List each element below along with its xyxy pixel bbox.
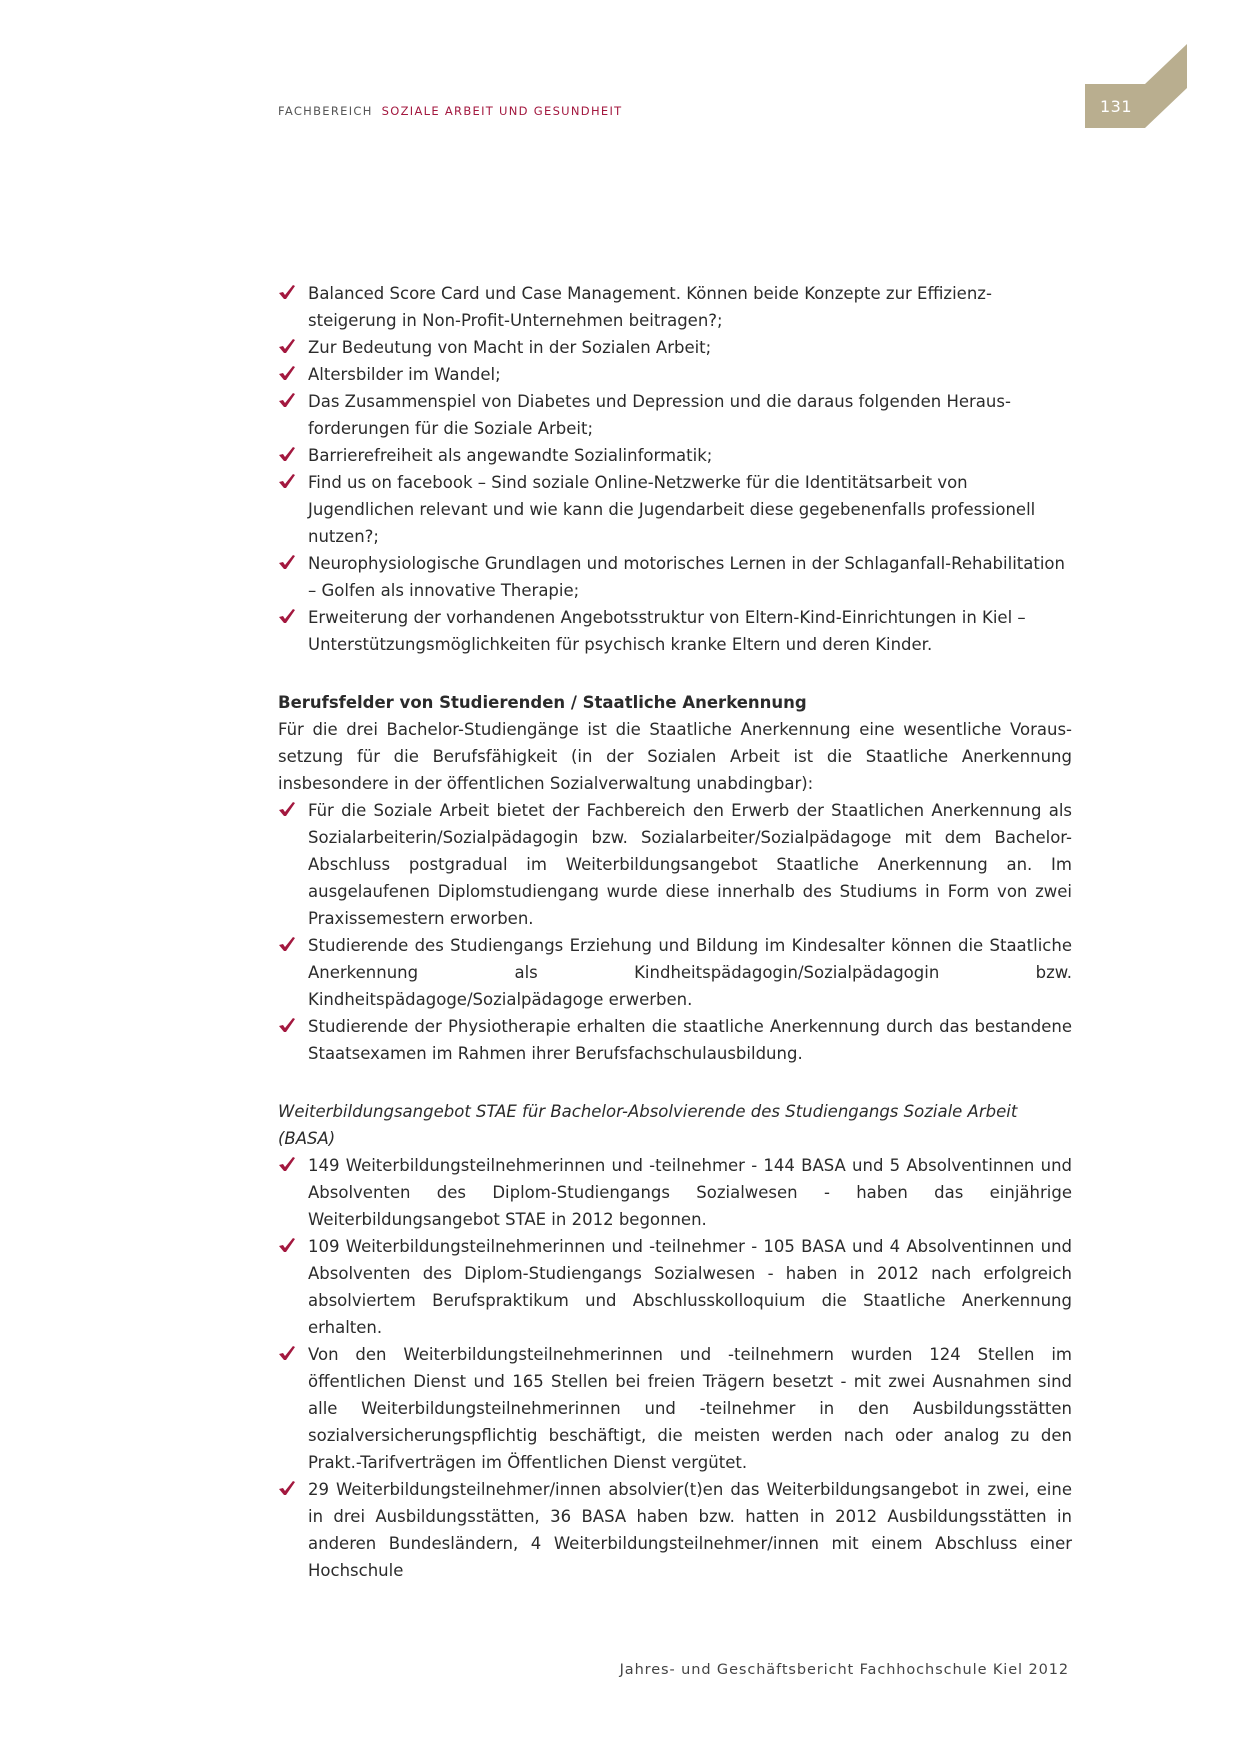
topics-list [278, 280, 1072, 658]
list-item-text: Find us on facebook – Sind soziale Online-Netzwerke für die Identitätsarbeit von Jugendlichen relevant und wie kann die Jugendarbeit diese gegebenenfalls professionell nutzen?; [308, 473, 1036, 546]
check-icon [278, 284, 296, 300]
main-content [278, 280, 1072, 1584]
list-item [278, 1013, 1072, 1067]
check-icon [278, 1480, 296, 1496]
list-item [278, 604, 1072, 658]
header-label: FACHBEREICH [278, 104, 373, 118]
list-item-text: Studierende des Studiengangs Erziehung und Bildung im Kindesalter können die Staatliche Anerkennung als Kindheitspädagogin/Sozialpädagogin bzw. Kindheitspädagoge/Sozialpädagoge erwerben. [308, 936, 1072, 1009]
list-item-text: Balanced Score Card und Case Management. Können beide Konzepte zur Effizienz-steigerung in Non-Profit-Unternehmen beitragen?; [308, 284, 992, 330]
list-item-text: 29 Weiterbildungsteilnehmer/innen absolvier(t)en das Weiterbildungsangebot in zwei, eine in drei Ausbildungsstätten, 36 BASA haben bzw. hatten in 2012 Ausbildungsstätten in anderen Bundesländern, 4 Weiterbildungsteilnehmer/innen mit einem Abschluss einer Hochschule [308, 1480, 1072, 1580]
list-item-text: Erweiterung der vorhandenen Angebotsstruktur von Eltern-Kind-Einrichtungen in Kiel – Unterstützungsmöglichkeiten für psychisch kranke Eltern und deren Kinder. [308, 608, 1026, 654]
list-item [278, 388, 1072, 442]
list-item [278, 1233, 1072, 1341]
list-item [278, 361, 1072, 388]
footer-text: Jahres- und Geschäftsbericht Fachhochschule Kiel 2012 [619, 1662, 1069, 1678]
check-icon [278, 801, 296, 817]
list-item [278, 1341, 1072, 1476]
check-icon [278, 338, 296, 354]
list-item [278, 797, 1072, 932]
list-item-text: 149 Weiterbildungsteilnehmerinnen und -teilnehmer - 144 BASA und 5 Absolventinnen und Absolventen des Diplom-Studiengangs Sozialwesen - haben das einjährige Weiterbildungsangebot STAE in 2012 begonnen. [308, 1156, 1072, 1229]
check-icon [278, 1017, 296, 1033]
list-item-text: Für die Soziale Arbeit bietet der Fachbereich den Erwerb der Staatlichen Anerkennung als Sozialarbeiterin/Sozialpädagogin bzw. Sozialarbeiter/Sozialpädagoge mit dem Bachelor-Abschluss postgradual im Weiterbildungsangebot Staatliche Anerkennung an. Im ausgelaufenen Diplomstudiengang wurde diese innerhalb des Studiums in Form von zwei Praxissemestern erworben. [308, 801, 1072, 928]
list-item-text: Das Zusammenspiel von Diabetes und Depression und die daraus folgenden Heraus-forderungen für die Soziale Arbeit; [308, 392, 1011, 438]
list-item-text: Barrierefreiheit als angewandte Sozialinformatik; [308, 446, 713, 465]
check-icon [278, 1156, 296, 1172]
stae-list [278, 1152, 1072, 1584]
check-icon [278, 936, 296, 952]
list-item [278, 280, 1072, 334]
check-icon [278, 365, 296, 381]
check-icon [278, 473, 296, 489]
list-item [278, 550, 1072, 604]
list-item-text: 109 Weiterbildungsteilnehmerinnen und -teilnehmer - 105 BASA und 4 Absolventinnen und Absolventen des Diplom-Studiengangs Sozialwesen - haben in 2012 nach erfolgreich absolviertem Berufspraktikum und Abschlusskolloquium die Staatliche Anerkennung erhalten. [308, 1237, 1072, 1337]
list-item-text: Altersbilder im Wandel; [308, 365, 501, 384]
page-number: 131 [1100, 97, 1133, 116]
anerkennung-list [278, 797, 1072, 1067]
header-subtitle: SOZIALE ARBEIT UND GESUNDHEIT [381, 104, 623, 118]
check-icon [278, 1237, 296, 1253]
list-item [278, 1152, 1072, 1233]
check-icon [278, 446, 296, 462]
list-item-text: Studierende der Physiotherapie erhalten die staatliche Anerkennung durch das bestandene Staatsexamen im Rahmen ihrer Berufsfachschulausbildung. [308, 1017, 1072, 1063]
list-item-text: Von den Weiterbildungsteilnehmerinnen und -teilnehmern wurden 124 Stellen im öffentlichen Dienst und 165 Stellen bei freien Trägern besetzt - mit zwei Ausnahmen sind alle Weiterbildungsteilnehmerinnen und -teilnehmer in den Ausbildungsstätten sozialversicherungspflichtig beschäftigt, die meisten werden nach oder analog zu den Prakt.-Tarifverträgen im Öffentlichen Dienst vergütet. [308, 1345, 1072, 1472]
section-intro: Für die drei Bachelor-Studiengänge ist die Staatliche Anerkennung eine wesentliche Voraus-setzung für die Berufsfähigkeit (in der Sozialen Arbeit ist die Staatliche Anerkennung insbesondere in der öffentlichen Sozialverwaltung unabdingbar): [278, 720, 1072, 793]
list-item [278, 1476, 1072, 1584]
running-header [278, 104, 622, 118]
list-item-text: Zur Bedeutung von Macht in der Sozialen Arbeit; [308, 338, 712, 357]
list-item [278, 469, 1072, 550]
list-item [278, 442, 1072, 469]
list-item [278, 932, 1072, 1013]
check-icon [278, 1345, 296, 1361]
section-title-stae: Weiterbildungsangebot STAE für Bachelor-Absolvierende des Studiengangs Soziale Arbeit (BASA) [278, 1102, 1018, 1148]
list-item [278, 334, 1072, 361]
list-item-text: Neurophysiologische Grundlagen und motorisches Lernen in der Schlaganfall-Rehabilitation – Golfen als innovative Therapie; [308, 554, 1065, 600]
check-icon [278, 554, 296, 570]
check-icon [278, 392, 296, 408]
section-title-berufsfelder: Berufsfelder von Studierenden / Staatliche Anerkennung [278, 693, 807, 712]
check-icon [278, 608, 296, 624]
